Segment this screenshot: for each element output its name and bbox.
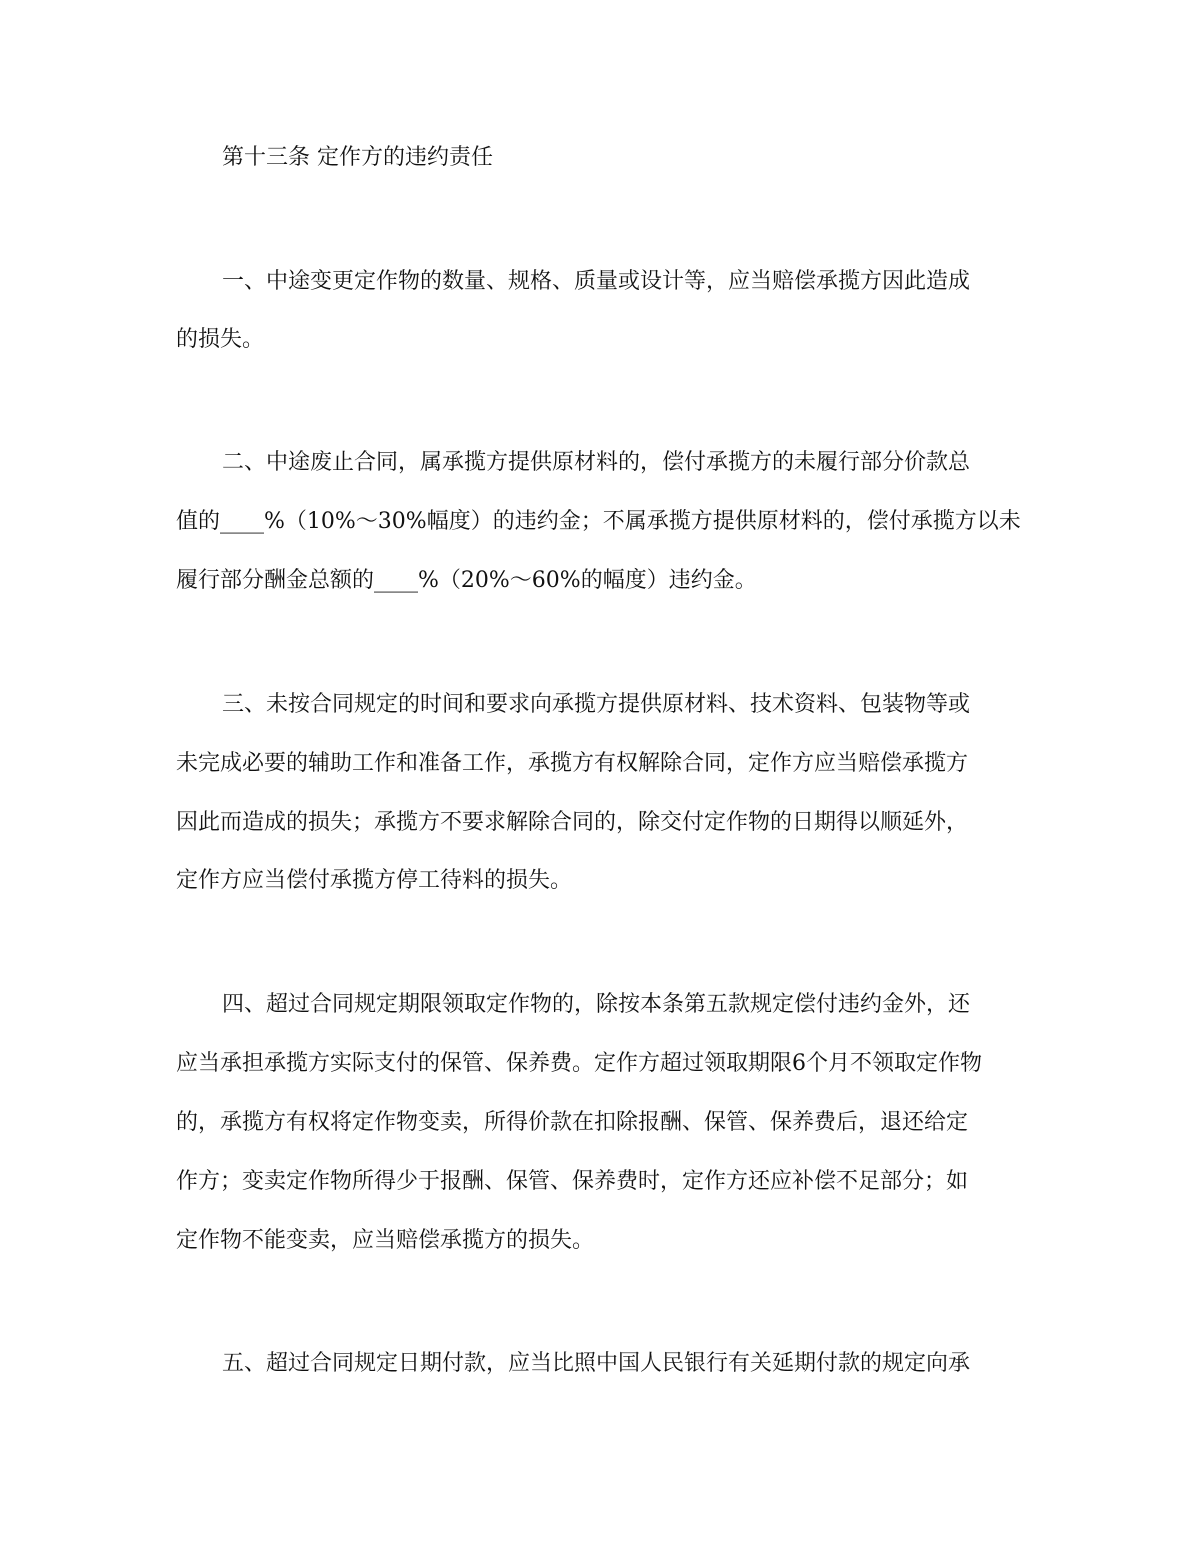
paragraph-line: 因此而造成的损失；承揽方不要求解除合同的，除交付定作物的日期得以顺延外， — [176, 810, 969, 835]
paragraph-line: 应当承担承揽方实际支付的保管、保养费。定作方超过领取期限6个月不领取定作物 — [176, 1051, 982, 1076]
paragraph-line: 五、超过合同规定日期付款，应当比照中国人民银行有关延期付款的规定向承 — [222, 1351, 971, 1376]
paragraph-line: 的，承揽方有权将定作物变卖，所得价款在扣除报酬、保管、保养费后，退还给定 — [176, 1110, 969, 1135]
paragraph-line: 未完成必要的辅助工作和准备工作，承揽方有权解除合同，定作方应当赔偿承揽方 — [176, 751, 969, 776]
paragraph-line: 的损失。 — [176, 327, 265, 352]
paragraph-line: 值的____%（10%～30%幅度）的违约金；不属承揽方提供原材料的，偿付承揽方以未 — [176, 509, 1021, 534]
paragraph-line: 定作物不能变卖，应当赔偿承揽方的损失。 — [176, 1228, 595, 1253]
paragraph-line: 四、超过合同规定期限领取定作物的，除按本条第五款规定偿付违约金外，还 — [222, 992, 971, 1017]
paragraph-line: 一、中途变更定作物的数量、规格、质量或设计等，应当赔偿承揽方因此造成 — [222, 269, 971, 294]
paragraph-line: 作方；变卖定作物所得少于报酬、保管、保养费时，定作方还应补偿不足部分；如 — [176, 1169, 969, 1194]
article-title: 第十三条 定作方的违约责任 — [222, 145, 493, 170]
paragraph-line: 二、中途废止合同，属承揽方提供原材料的，偿付承揽方的未履行部分价款总 — [222, 450, 971, 475]
paragraph-line: 定作方应当偿付承揽方停工待料的损失。 — [176, 868, 573, 893]
paragraph-line: 三、未按合同规定的时间和要求向承揽方提供原材料、技术资料、包装物等或 — [222, 692, 971, 717]
paragraph-line: 履行部分酬金总额的____%（20%～60%的幅度）违约金。 — [176, 568, 757, 593]
